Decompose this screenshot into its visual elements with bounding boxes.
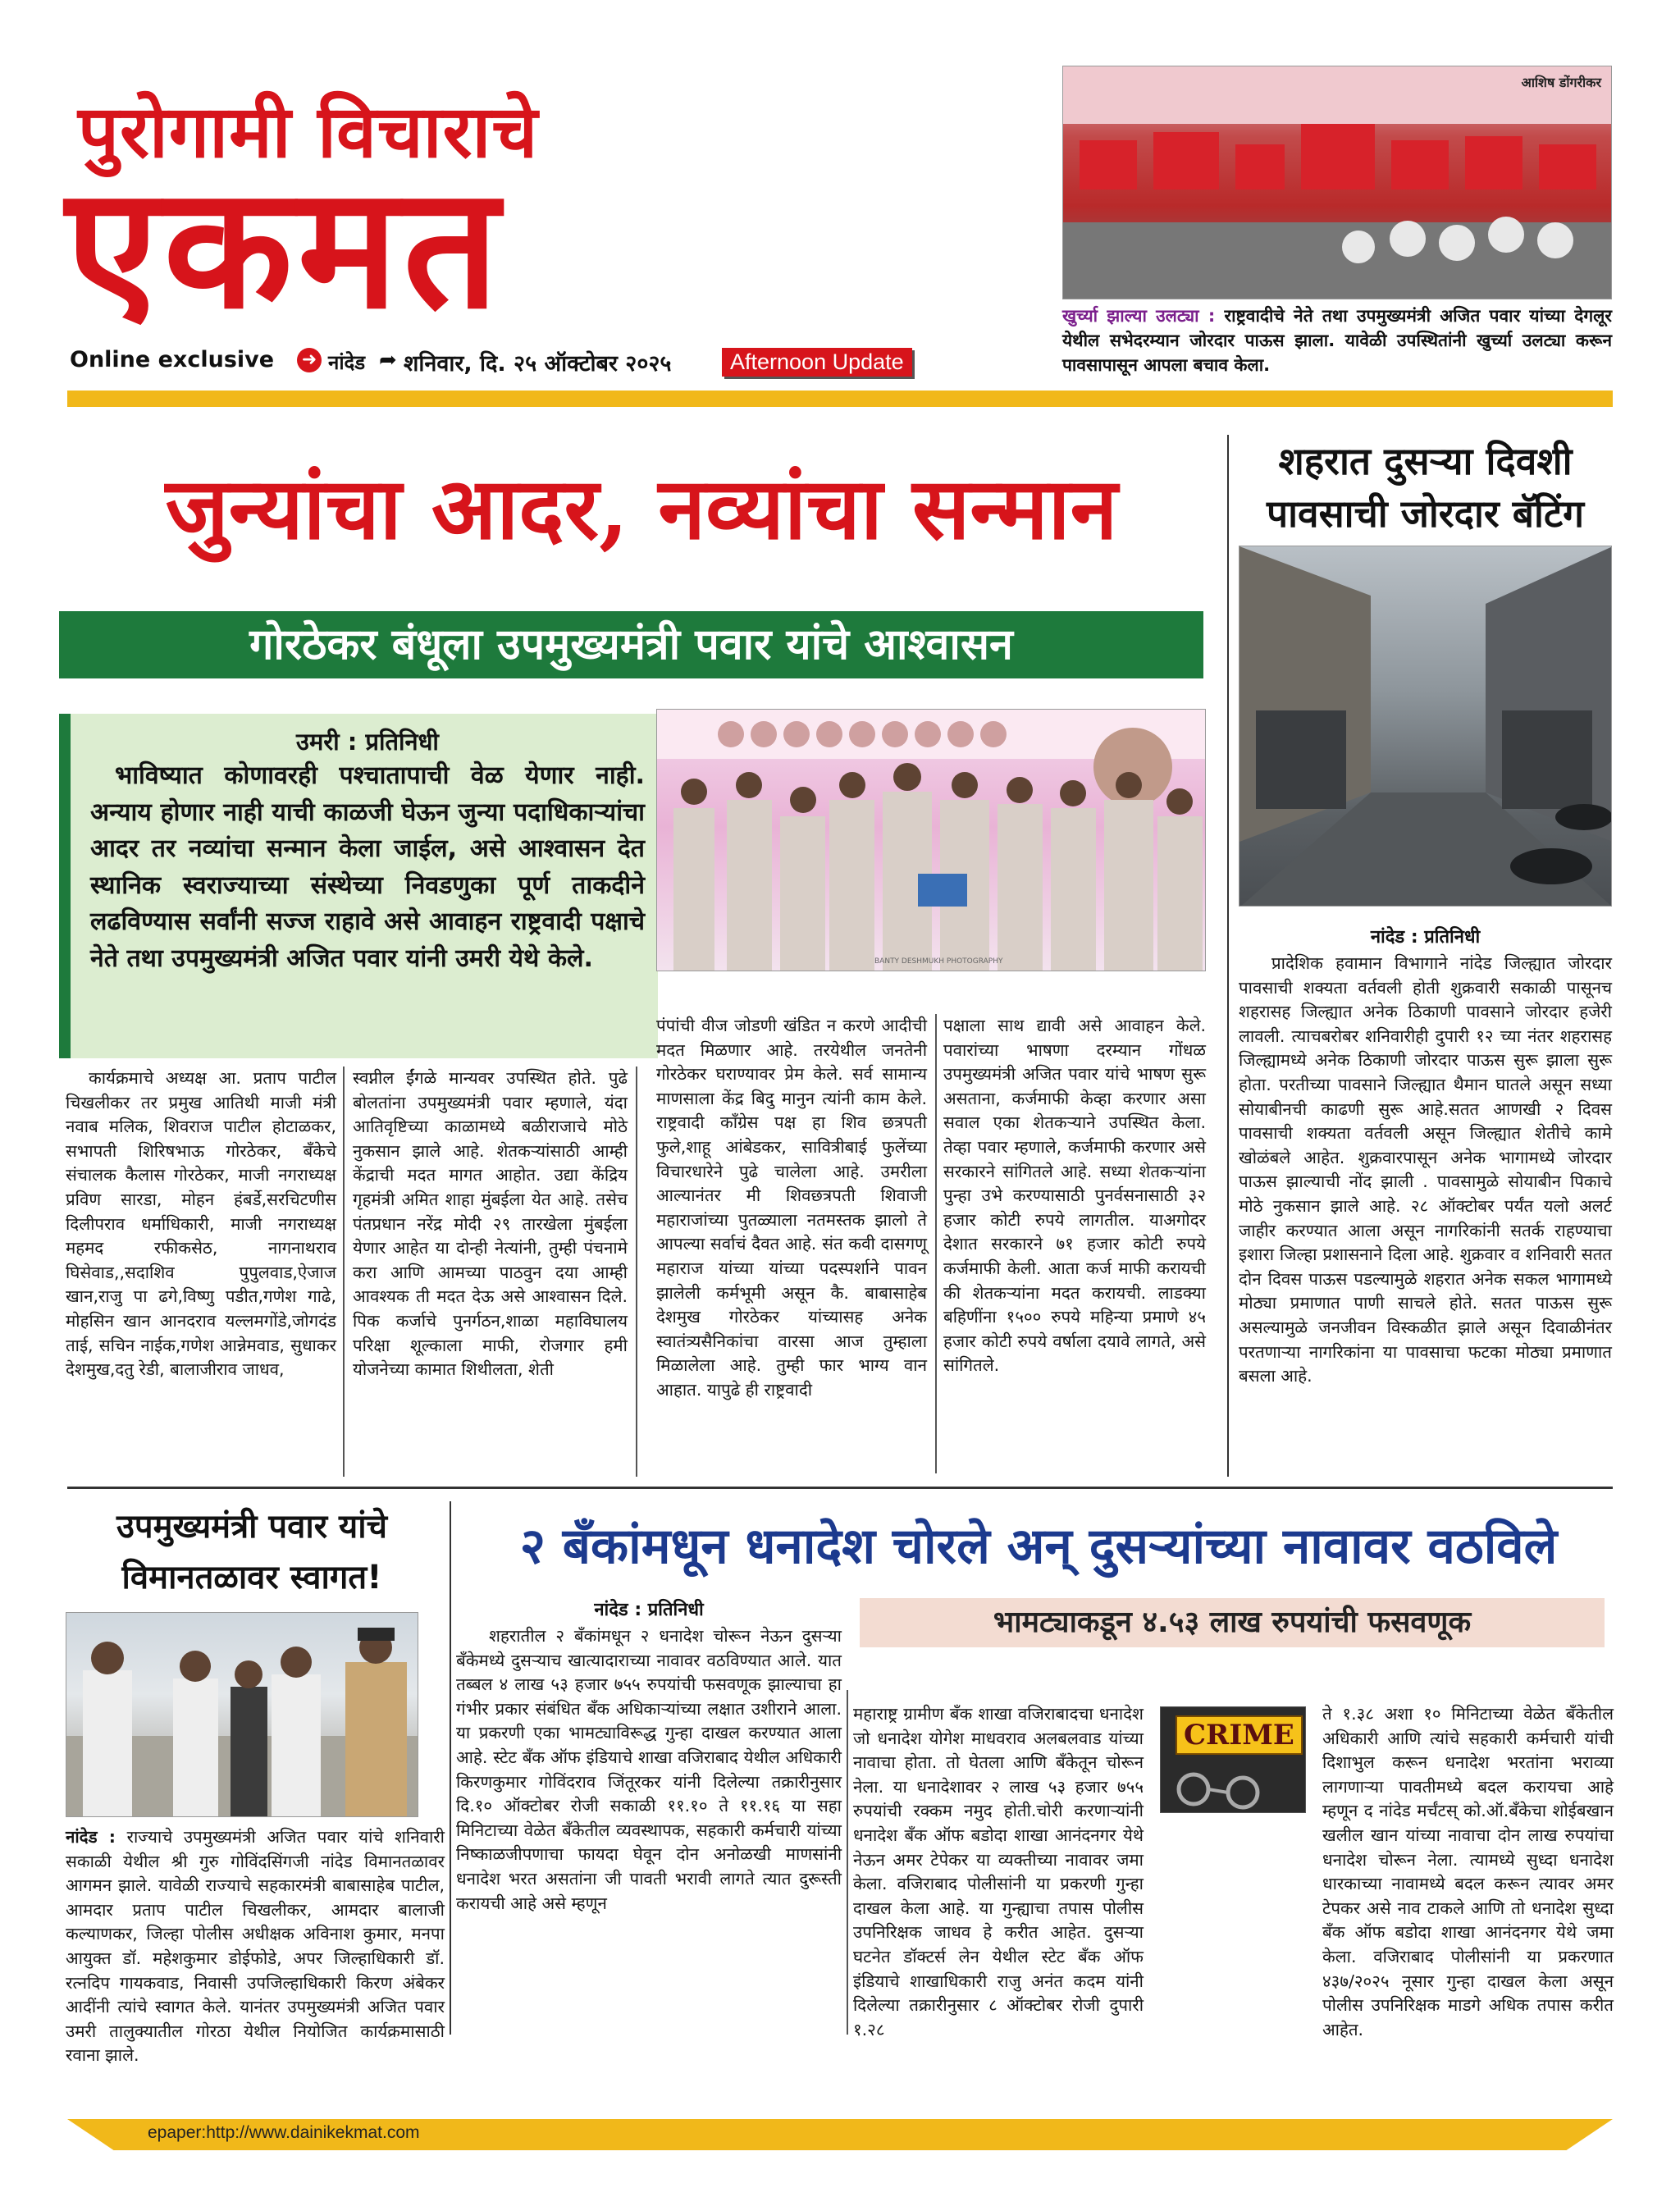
dateline-date: शनिवार, दि. २५ ऑक्टोबर २०२५ <box>404 351 672 377</box>
footer-epaper-link[interactable]: epaper:http://www.dainikekmat.com <box>148 2123 420 2142</box>
lead-headline: जुन्यांचा आदर, नव्यांचा सन्मान <box>165 458 1118 559</box>
column-rule <box>636 1067 637 1477</box>
crime-label: CRIME <box>1176 1715 1303 1755</box>
top-caption-lead: खुर्च्या झाल्या उलट्या : <box>1062 306 1216 326</box>
column-rule <box>847 1690 848 2035</box>
online-exclusive-label: Online exclusive <box>70 347 275 372</box>
column-rule <box>343 1067 345 1477</box>
rain-headline-line2: पावसाची जोरदार बॅटिंग <box>1266 491 1585 536</box>
photo-credit: आशिष डोंगरीकर <box>1521 75 1601 90</box>
rain-headline-line1: शहरात दुसऱ्या दिवशी <box>1278 439 1573 483</box>
stage-illustration <box>657 710 1206 971</box>
dateline-city: नांदेड <box>328 351 366 374</box>
chairs-rain-illustration <box>1063 66 1612 299</box>
cheque-column-1: शहरातील २ बँकांमधून २ धनादेश चोरून नेऊन दुसऱ्या बँकेमध्ये दुसऱ्याच खात्यादाराच्या नावावर वठविण्यात आले. यात तब्बल ४ लाख ५३ हजार ७५५ रुपयांची फसवणूक झाल्याचा हा गंभीर प्रकार संबंधित बँक अधिकाऱ्यांच्या लक्षात उशीराने आला. या प्रकरणी एका भामट्याविरूद्ध गुन्हा दाखल करण्यात आला आहे. स्टेट बँक ऑफ इंडियाचे शाखा वजिराबाद येथील अधिकारी किरणकुमार गोविंदराव जिंतूरकर यांनी दिलेल्या तक्रारीनुसार दि.१० ऑक्टोबर रोजी सकाळी ११.१० ते ११.१६ या सहा मिनिटाच्या वेळेत बँकेतील व्यवस्थापक, सहकारी कर्मचारी यांच्या निष्काळजीपणाचा फायदा घेवून दोन अनोळखी माणसांनी धनादेश भरत असतांना जी पावती भरावी लागते त्यात दुरूस्ती करायची आहे असे म्हणून <box>456 1626 842 1913</box>
top-caption-text: राष्ट्रवादीचे नेते तथा उपमुख्यमंत्री अजित पवार यांच्या देगलूर येथील सभेदरम्यान जोरदार पाऊस झाला. यावेळी उपस्थितांनी खुर्च्या उलट्या करून पावसापासून आपला बचाव केला. <box>1062 306 1612 375</box>
masthead <box>0 0 1680 394</box>
crime-graphic <box>1160 1706 1306 1813</box>
lead-subheadline: गोरठेकर बंधूला उपमुख्यमंत्री पवार यांचे आश्वासन <box>59 611 1203 678</box>
masthead-tagline: पुरोगामी विचाराचे <box>78 89 539 174</box>
lead-column-3: पंपांची वीज जोडणी खंडित न करणे आदीची मदत मिळणार आहे. तरयेथील जनतेनी गोरठेकर घराण्यावर प्रेम केले. सर्व सामान्य माणसाला केंद्र बिदु मानुन त्यांनी काम केले. राष्ट्रवादी कॉंग्रेस पक्ष हा शिव छत्रपती फुले,शाहू आंबेडकर, सावित्रीबाई फुलेंच्या विचारधारेने पुढे चालेला आहे. उमरीला आल्यानंतर मी शिवछत्रपती शिवाजी महाराजांच्या पुतळ्याला नतमस्तक झालो ते आपल्या सर्वाचं दैवत आहे. संत कवी दासगणू महाराज यांच्या यांच्या पदस्पर्शाने पावन झालेली कर्मभूमी असून कै. बाबासाहेब देशमुख गोरठेकर यांच्यासह अनेक स्वातंत्र्यसैनिकांचा वारसा आज तुम्हाला मिळालेला आहे. तुम्ही फार भाग्य वान आहात. यापुढे ही राष्ट्रवादी <box>656 1016 927 1400</box>
airport-photo <box>66 1612 418 1817</box>
arrow-circle-icon: ➦ <box>379 348 397 372</box>
lead-column-2: स्वप्नील ईंगळे मान्यवर उपस्थित होते. पुढे बोलतांना उपमुख्यमंत्री पवार म्हणाले, यंदा आतिवृष्टिच्या काळामध्ये बळीराजाचे मोठे नुकसान झाले आहे. शेतकऱ्यांसाठी आम्ही केंद्राची मदत मागत आहोत. उद्या केंद्रिय गृहमंत्री अमित शाहा मुंबईला येत आहे. तसेच पंतप्रधान नरेंद्र मोदी २९ तारखेला मुंबईला येणार आहेत या दोन्ही नेत्यांनी, तुम्ही पंचनामे करा आणि आमच्या पाठवुन दया आम्ही आवश्यक ती मदत देऊ असे आश्वासन दिले. पिक कर्जाचे पुनर्गठन,शाळा महाविघालय परिक्षा शूल्काला माफी, रोजगार हमी योजनेच्या कामात शिथीलता, शेती <box>353 1068 628 1380</box>
lead-column-1: कार्यक्रमाचे अध्यक्ष आ. प्रताप पाटील चिखलीकर तर प्रमुख आतिथी माजी मंत्री नवाब मलिक, शिवराज पाटील होटाळकर, सभापती शिरिषभाऊ गोरठेकर, बँकेचे संचालक कैलास गोरठेकर, माजी नगराध्यक्ष प्रविण सारडा, मोहन हंबर्डे,सरचिटणीस दिलीपराव धर्माधिकारी, माजी नगराध्यक्ष महमद रफीकसेठ, नागनाथराव घिसेवाड,,सदाशिव पुपुलवाड,ऐजाज खान,राजु पा ढगे,विष्णु पडीत,गणेश गाढे, मोहसिन खान आनदराव यल्लमगोंडे,जोगदंड ताई, सचिन नाईक,गणेश आन्नेमवाड, सुधाकर देशमुख,दतु रेडी, बालाजीराव जाधव, <box>66 1068 336 1380</box>
rain-dateline: नांदेड : प्रतिनिधी <box>1370 927 1481 948</box>
cheque-column-3: ते १.३८ अशा १० मिनिटाच्या वेळेत बँकेतील अधिकारी आणि त्यांचे सहकारी कर्मचारी यांची दिशाभुल करून धनादेश भरतांना भराव्या लागणाऱ्या पावतीमध्ये बदल करायचा आहे म्हणून द नांदेड मर्चंटस्‌ को.ऑ.बँकेचा शोईबखान खलील खान यांच्या नावाचा दोन लाख रुपयांचा धनादेश चोरून नेला. त्यामध्ये सुध्दा धनादेश धारकाच्या नावामध्ये बदल करून त्यावर अमर टेपकर असे नाव टाकले आणि तो धनादेश सुध्दा बँक ऑफ बडोदा शाखा आनंदनगर येथे जमा केला. वजिराबाद पोलीसांनी या प्रकरणात ४३७/२०२५ नूसार गुन्हा दाखल केला असून पोलीस उपनिरिक्षक माडगे अधिक तपास करीत आहेत. <box>1322 1704 1614 2039</box>
arrow-right-icon: ➜ <box>297 348 322 372</box>
airport-headline-line2: विमानतळावर स्वागत! <box>121 1559 382 1596</box>
airport-body-lead: नांदेड : <box>66 1827 116 1847</box>
top-yellow-rule <box>67 391 1613 407</box>
lead-dateline: उमरी : प्रतिनिधी <box>296 728 439 756</box>
masthead-title: एकमत <box>66 149 504 346</box>
street-illustration <box>1239 546 1612 907</box>
column-rule <box>935 1014 937 1473</box>
airport-body-text: राज्याचे उपमुख्यमंत्री अजित पवार यांचे शनिवारी सकाळी येथील श्री गुरु गोविंदसिंगजी नांदेड विमानतळावर आगमन झाले. यावेळी राज्याचे सहकारमंत्री बाबासाहेब पाटील, आमदार प्रताप पाटील चिखलीकर, आमदार बालाजी कल्याणकर, जिल्हा पोलीस अधीक्षक अविनाश कुमार, मनपा आयुक्त डॉ. महेशकुमार डोईफोडे, अपर जिल्हाधिकारी डॉ. रत्नदिप गायकवाड, निवासी उपजिल्हाधिकारी किरण अंबेकर आदींनी त्यांचे स्वागत केले. यानंतर उपमुख्यमंत्री अजित पवार उमरी तालुक्यातील गोरठा येथील नियोजित कार्यक्रमासाठी रवाना झाले. <box>66 1827 445 2066</box>
cheque-dateline: नांदेड : प्रतिनिधी <box>594 1600 704 1620</box>
cheque-subheadline: भामट्याकडून ४.५३ लाख रुपयांची फसवणूक <box>860 1598 1605 1647</box>
cheque-headline: २ बॅंकांमधून धनादेश चोरले अन् दुसऱ्यांच्या नावावर वठविले <box>519 1518 1558 1575</box>
chairs-rain-photo <box>1062 66 1612 299</box>
lead-stage-photo <box>656 709 1206 971</box>
airport-headline <box>59 1501 445 1603</box>
section-rule <box>450 1501 451 2035</box>
lead-intro-box <box>59 714 658 1058</box>
top-caption <box>1062 304 1612 377</box>
section-rule <box>1227 435 1229 1477</box>
lead-intro-text: भाविष्यात कोणावरही पश्चातापाची वेळ येणार नाही. अन्याय होणार नाही याची काळजी घेऊन जुन्या पदाधिकाऱ्यांचा आदर तर नव्यांचा सन्मान केला जाईल, असे आश्वासन देत स्थानिक स्वराज्याच्या संस्थेच्या निवडणुका पूर्ण ताकदीने लढविण्यास सर्वांनी सज्ज राहावे असे आवाहन राष्ट्रवादी पक्षाचे नेते तथा उपमुख्यमंत्री अजित पवार यांनी उमरी येथे केले. <box>90 761 645 973</box>
lead-column-4: पक्षाला साथ द्यावी असे आवाहन केले. पवारांच्या भाषणा दरम्यान गोंधळ उपमुख्यमंत्री अजित पवार यांचे भाषण सुरू असताना, कर्जमाफी केव्हा करणार असा सवाल एका शेतकऱ्याने उपस्थित केला. तेव्हा पवार म्हणाले, कर्जमाफी करणार असे सरकारने सांगितले आहे. सध्या शेतकऱ्यांना पुन्हा उभे करण्यासाठी पुनर्वसनासाठी ३२ हजार कोटी रुपये लागतील. याअगोदर देशात सरकारने ७१ हजार कोटी रुपये कर्जमाफी केली. आता कर्ज माफी करायची की शेतकऱ्यांना मदत करायची. लाडक्या बहिणींना १५०० रुपये महिन्या प्रमाणे ४५ हजार कोटी रुपये वर्षाला दयावे लागते, असे सांगितले. <box>943 1016 1206 1376</box>
lead-photo-credit: BANTY DESHMUKH PHOTOGRAPHY <box>874 957 1003 966</box>
cheque-column-2: महाराष्ट्र ग्रामीण बँक शाखा वजिराबादचा धनादेश जो धनादेश योगेश माधवराव अलबलवाड यांच्या नावाचा होता. तो घेतला आणि बँकेतून चोरून नेला. या धनादेशावर २ लाख ५३ हजार ७५५ रुपयांची रक्कम नमुद होती.चोरी करणाऱ्यांनी धनादेश बँक ऑफ बडोदा शाखा आनंदनगर येथे नेऊन अमर टेपेकर या व्यक्तीच्या नावावर जमा केला. वजिराबाद पोलीसांनी या प्रकरणी गुन्हा दाखल केला आहे. या गुन्ह्याचा तपास पोलीस उपनिरिक्षक जाधव हे करीत आहेत. दुसऱ्या घटनेत डॉक्टर्स लेन येथील स्टेट बँक ऑफ इंडियाचे शाखाधिकारी राजु अनंत कदम यांनी दिलेल्या तक्रारीनुसार ८ ऑक्टोबर रोजी दुपारी १.२८ <box>853 1704 1144 2039</box>
edition-badge: Afternoon Update <box>722 348 912 377</box>
rain-body: प्रादेशिक हवामान विभागाने नांदेड जिल्ह्यात जोरदार पावसाची शक्यता वर्तवली होती शुक्रवारी सकाळी पासूनच शहरासह जिल्ह्यात अनेक ठिकाणी पावसाने जोरदार हजेरी लावली. त्याचबरोबर शनिवारीही दुपारी १२ च्या नंतर शहरासह जिल्ह्यामध्ये अनेक ठिकाणी जोरदार पाऊस सुरू झाला सुरू होता. परतीच्या पावसाने जिल्ह्यात थैमान घातले असून सध्या सोयाबीनची काढणी सुरू आहे.सतत आणखी २ दिवस पावसाची शक्यता वर्तवली असून जिल्ह्यात शेतीचे कामे खोळंबले आहेत. शुक्रवारपासून अनेक भागामध्ये जोरदार पाऊस झाल्याची नोंद झाली . पावसामुळे सोयाबीन पिकाचे मोठे नुकसान झाले आहे. २८ ऑक्टोबर पर्यंत यलो अलर्ट जाहीर करण्यात आला असून नागरिकांनी सतर्क राहण्याचा इशारा जिल्हा प्रशासनाने दिला आहे. शुक्रवार व शनिवारी सतत दोन दिवस पाऊस पडल्यामुळे शहरात अनेक सकल भागामध्ये मोठ्या प्रमाणात पाणी साचले होते. सतत पाऊस सुरू असल्यामुळे जनजीवन विस्कळीत झाले असून दिवाळीनंतर परतणाऱ्या नागरिकांना या पावसाचा फटका मोठ्या प्रमाणात बसला आहे. <box>1239 953 1612 1386</box>
rain-street-photo <box>1239 546 1612 907</box>
airport-illustration <box>66 1613 418 1817</box>
mid-rule <box>67 1487 1613 1489</box>
airport-headline-line1: उपमुख्यमंत्री पवार यांचे <box>116 1508 387 1546</box>
airport-body <box>66 1825 445 2068</box>
rain-headline <box>1239 435 1612 540</box>
